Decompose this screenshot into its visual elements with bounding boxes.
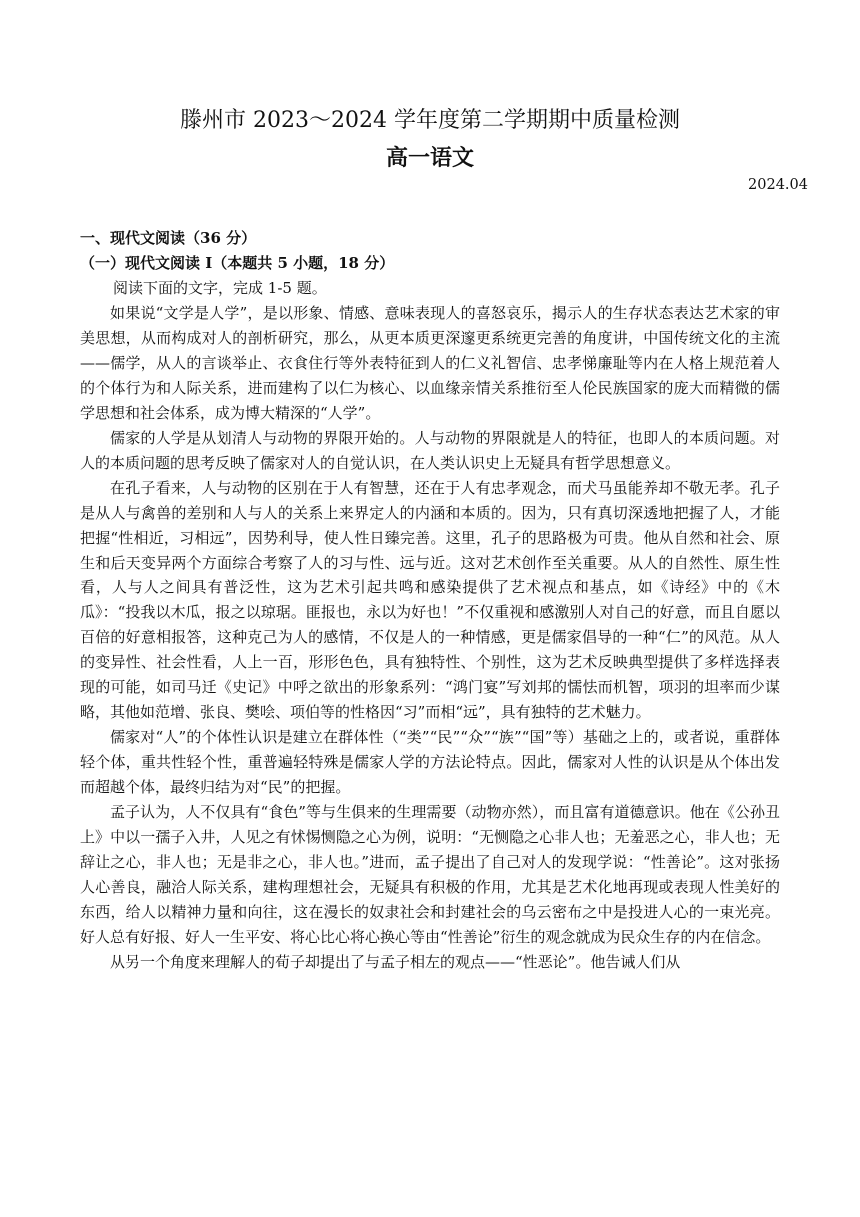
passage-paragraph: 如果说“文学是人学”，是以形象、情感、意味表现人的喜怒哀乐，揭示人的生存状态表达艺术家的审美思想，从而构成对人的剖析研究，那么，从更本质更深邃更系统更完善的角度讲，中国传统文化的主流——儒学，从人的言谈举止、衣食住行等外表特征到人的仁义礼智信、忠孝悌廉耻等内在人格上规范着人的个体行为和人际关系，进而建构了以仁为核心、以血缘亲情关系推衍至人伦民族国家的庞大而精微的儒学思想和社会体系，成为博大精深的“人学”。 bbox=[80, 304, 780, 422]
subject-title: 高一语文 bbox=[385, 145, 474, 171]
exam-date: 2024.04 bbox=[748, 177, 808, 193]
passage-paragraph: 从另一个角度来理解人的荀子却提出了与孟子相左的观点——“性恶论”。他告诫人们从 bbox=[110, 952, 681, 971]
reading-passage bbox=[80, 301, 780, 975]
reading-instruction: 阅读下面的文字，完成 1-5 题。 bbox=[113, 279, 327, 297]
passage-paragraph: 孟子认为，人不仅具有“食色”等与生俱来的生理需要（动物亦然），而且富有道德意识。他在《公孙丑上》中以一孺子入井，人见之有怵惕恻隐之心为例，说明：“无恻隐之心非人也；无羞恶之心，非人也；无辞让之心，非人也；无是非之心，非人也。”进而，孟子提出了自己对人的发现学说：“性善论”。这对张扬人心善良，融洽人际关系，建构理想社会，无疑具有积极的作用，尤其是艺术化地再现或表现人性美好的东西，给人以精神力量和向往，这在漫长的奴隶社会和封建社会的乌云密布之中是投进人心的一束光亮。好人总有好报、好人一生平安、将心比心将心换心等由“性善论”衍生的观念就成为民众生存的内在信念。 bbox=[80, 803, 780, 946]
exam-title: 滕州市 2023～2024 学年度第二学期期中质量检测 bbox=[180, 108, 680, 133]
section-subheading: （一）现代文阅读 I（本题共 5 小题，18 分） bbox=[80, 254, 395, 272]
passage-paragraph: 在孔子看来，人与动物的区别在于人有智慧，还在于人有忠孝观念，而犬马虽能养却不敬无孝。孔子是从人与禽兽的差别和人与人的关系上来界定人的内涵和本质的。因为，只有真切深透地把握了人，才能把握“性相近，习相远”，因势利导，使人性日臻完善。这里，孔子的思路极为可贵。他从自然和社会、原生和后天变异两个方面综合考察了人的习与性、远与近。这对艺术创作至关重要。从人的自然性、原生性看，人与人之间具有普泛性，这为艺术引起共鸣和感染提供了艺术视点和基点，如《诗经》中的《木瓜》：“投我以木瓜，报之以琼琚。匪报也，永以为好也！”不仅重视和感激别人对自己的好意，而且自愿以百倍的好意相报答，这种克己为人的感情，不仅是人的一种情感，更是儒家倡导的一种“仁”的风范。从人的变异性、社会性看，人上一百，形形色色，具有独特性、个别性，这为艺术反映典型提供了多样选择表现的可能，如司马迁《史记》中呼之欲出的形象系列：“鸿门宴”写刘邦的懦怯而机智，项羽的坦率而少谋略，其他如范增、张良、樊哙、项伯等的性格因“习”而相“远”，具有独特的艺术魅力。 bbox=[80, 478, 780, 722]
passage-paragraph: 儒家对“人”的个体性认识是建立在群体性（“类”“民”“众”“族”“国”等）基础之上的，或者说，重群体轻个体，重共性轻个性，重普遍轻特殊是儒家人学的方法论特点。因此，儒家对人性的认识是从个体出发而超越个体，最终归结为对“民”的把握。 bbox=[80, 728, 780, 797]
passage-paragraph: 儒家的人学是从划清人与动物的界限开始的。人与动物的界限就是人的特征，也即人的本质问题。对人的本质问题的思考反映了儒家对人的自觉认识，在人类认识史上无疑具有哲学思想意义。 bbox=[80, 428, 780, 472]
section-heading: 一、现代文阅读（36 分） bbox=[80, 229, 257, 247]
